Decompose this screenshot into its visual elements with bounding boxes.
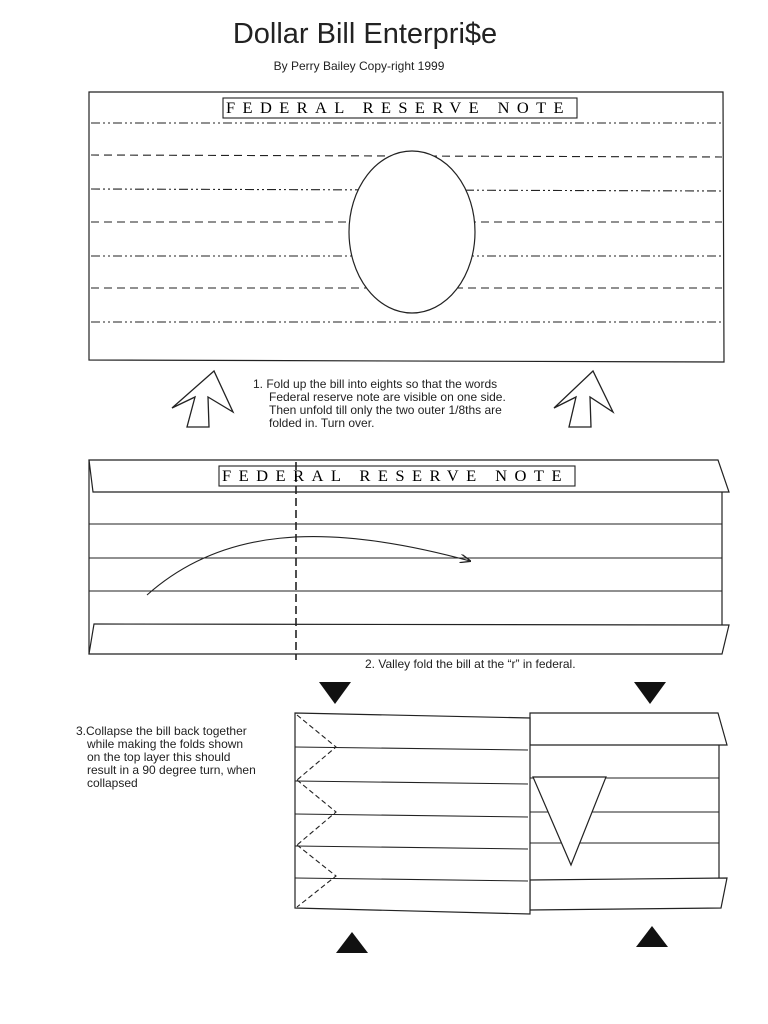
right-bottom-flap bbox=[530, 878, 727, 910]
bottom-flap bbox=[89, 624, 729, 654]
byline: By Perry Bailey Copy-right 1999 bbox=[273, 59, 445, 73]
step-1-line: Then unfold till only the two outer 1/8ths are bbox=[269, 403, 502, 417]
bill-diagram-1 bbox=[89, 92, 724, 362]
fold-up-arrow-left-icon bbox=[172, 371, 233, 427]
step-1-line: 1. Fold up the bill into eights so that the words bbox=[253, 377, 498, 391]
push-down-right-icon bbox=[634, 682, 666, 704]
fold-up-arrow-right-icon bbox=[554, 371, 613, 427]
step-3-line: on the top layer this should bbox=[87, 750, 231, 764]
top-layer bbox=[295, 713, 530, 914]
step-3-line: collapsed bbox=[87, 776, 138, 790]
push-up-right-icon bbox=[636, 926, 668, 947]
step-2-instructions: 2. Valley fold the bill at the “r” in federal. bbox=[365, 657, 576, 671]
page-title: Dollar Bill Enterpri$e bbox=[232, 18, 498, 50]
bill-label-1: FEDERAL RESERVE NOTE bbox=[226, 100, 571, 117]
bill-diagram-2 bbox=[89, 460, 729, 660]
inverted-triangle bbox=[533, 777, 606, 865]
push-down-left-icon bbox=[319, 682, 351, 704]
right-top-flap bbox=[530, 713, 727, 745]
bill-label-2: FEDERAL RESERVE NOTE bbox=[222, 468, 569, 485]
push-up-left-icon bbox=[336, 932, 368, 953]
fold-lines bbox=[89, 524, 722, 591]
step-3-line: result in a 90 degree turn, when bbox=[87, 763, 256, 777]
step-3-line: while making the folds shown bbox=[87, 737, 244, 751]
step-1-line: folded in. Turn over. bbox=[269, 416, 375, 430]
bill-diagram-3 bbox=[295, 713, 727, 914]
step-3-instructions bbox=[76, 725, 286, 790]
step-1-line: Federal reserve note are visible on one side. bbox=[269, 390, 506, 404]
portrait-oval bbox=[349, 151, 475, 313]
step-1-instructions bbox=[253, 378, 543, 430]
step-3-line: 3.Collapse the bill back together bbox=[76, 724, 247, 738]
fold-direction-arrow-icon bbox=[147, 537, 470, 595]
